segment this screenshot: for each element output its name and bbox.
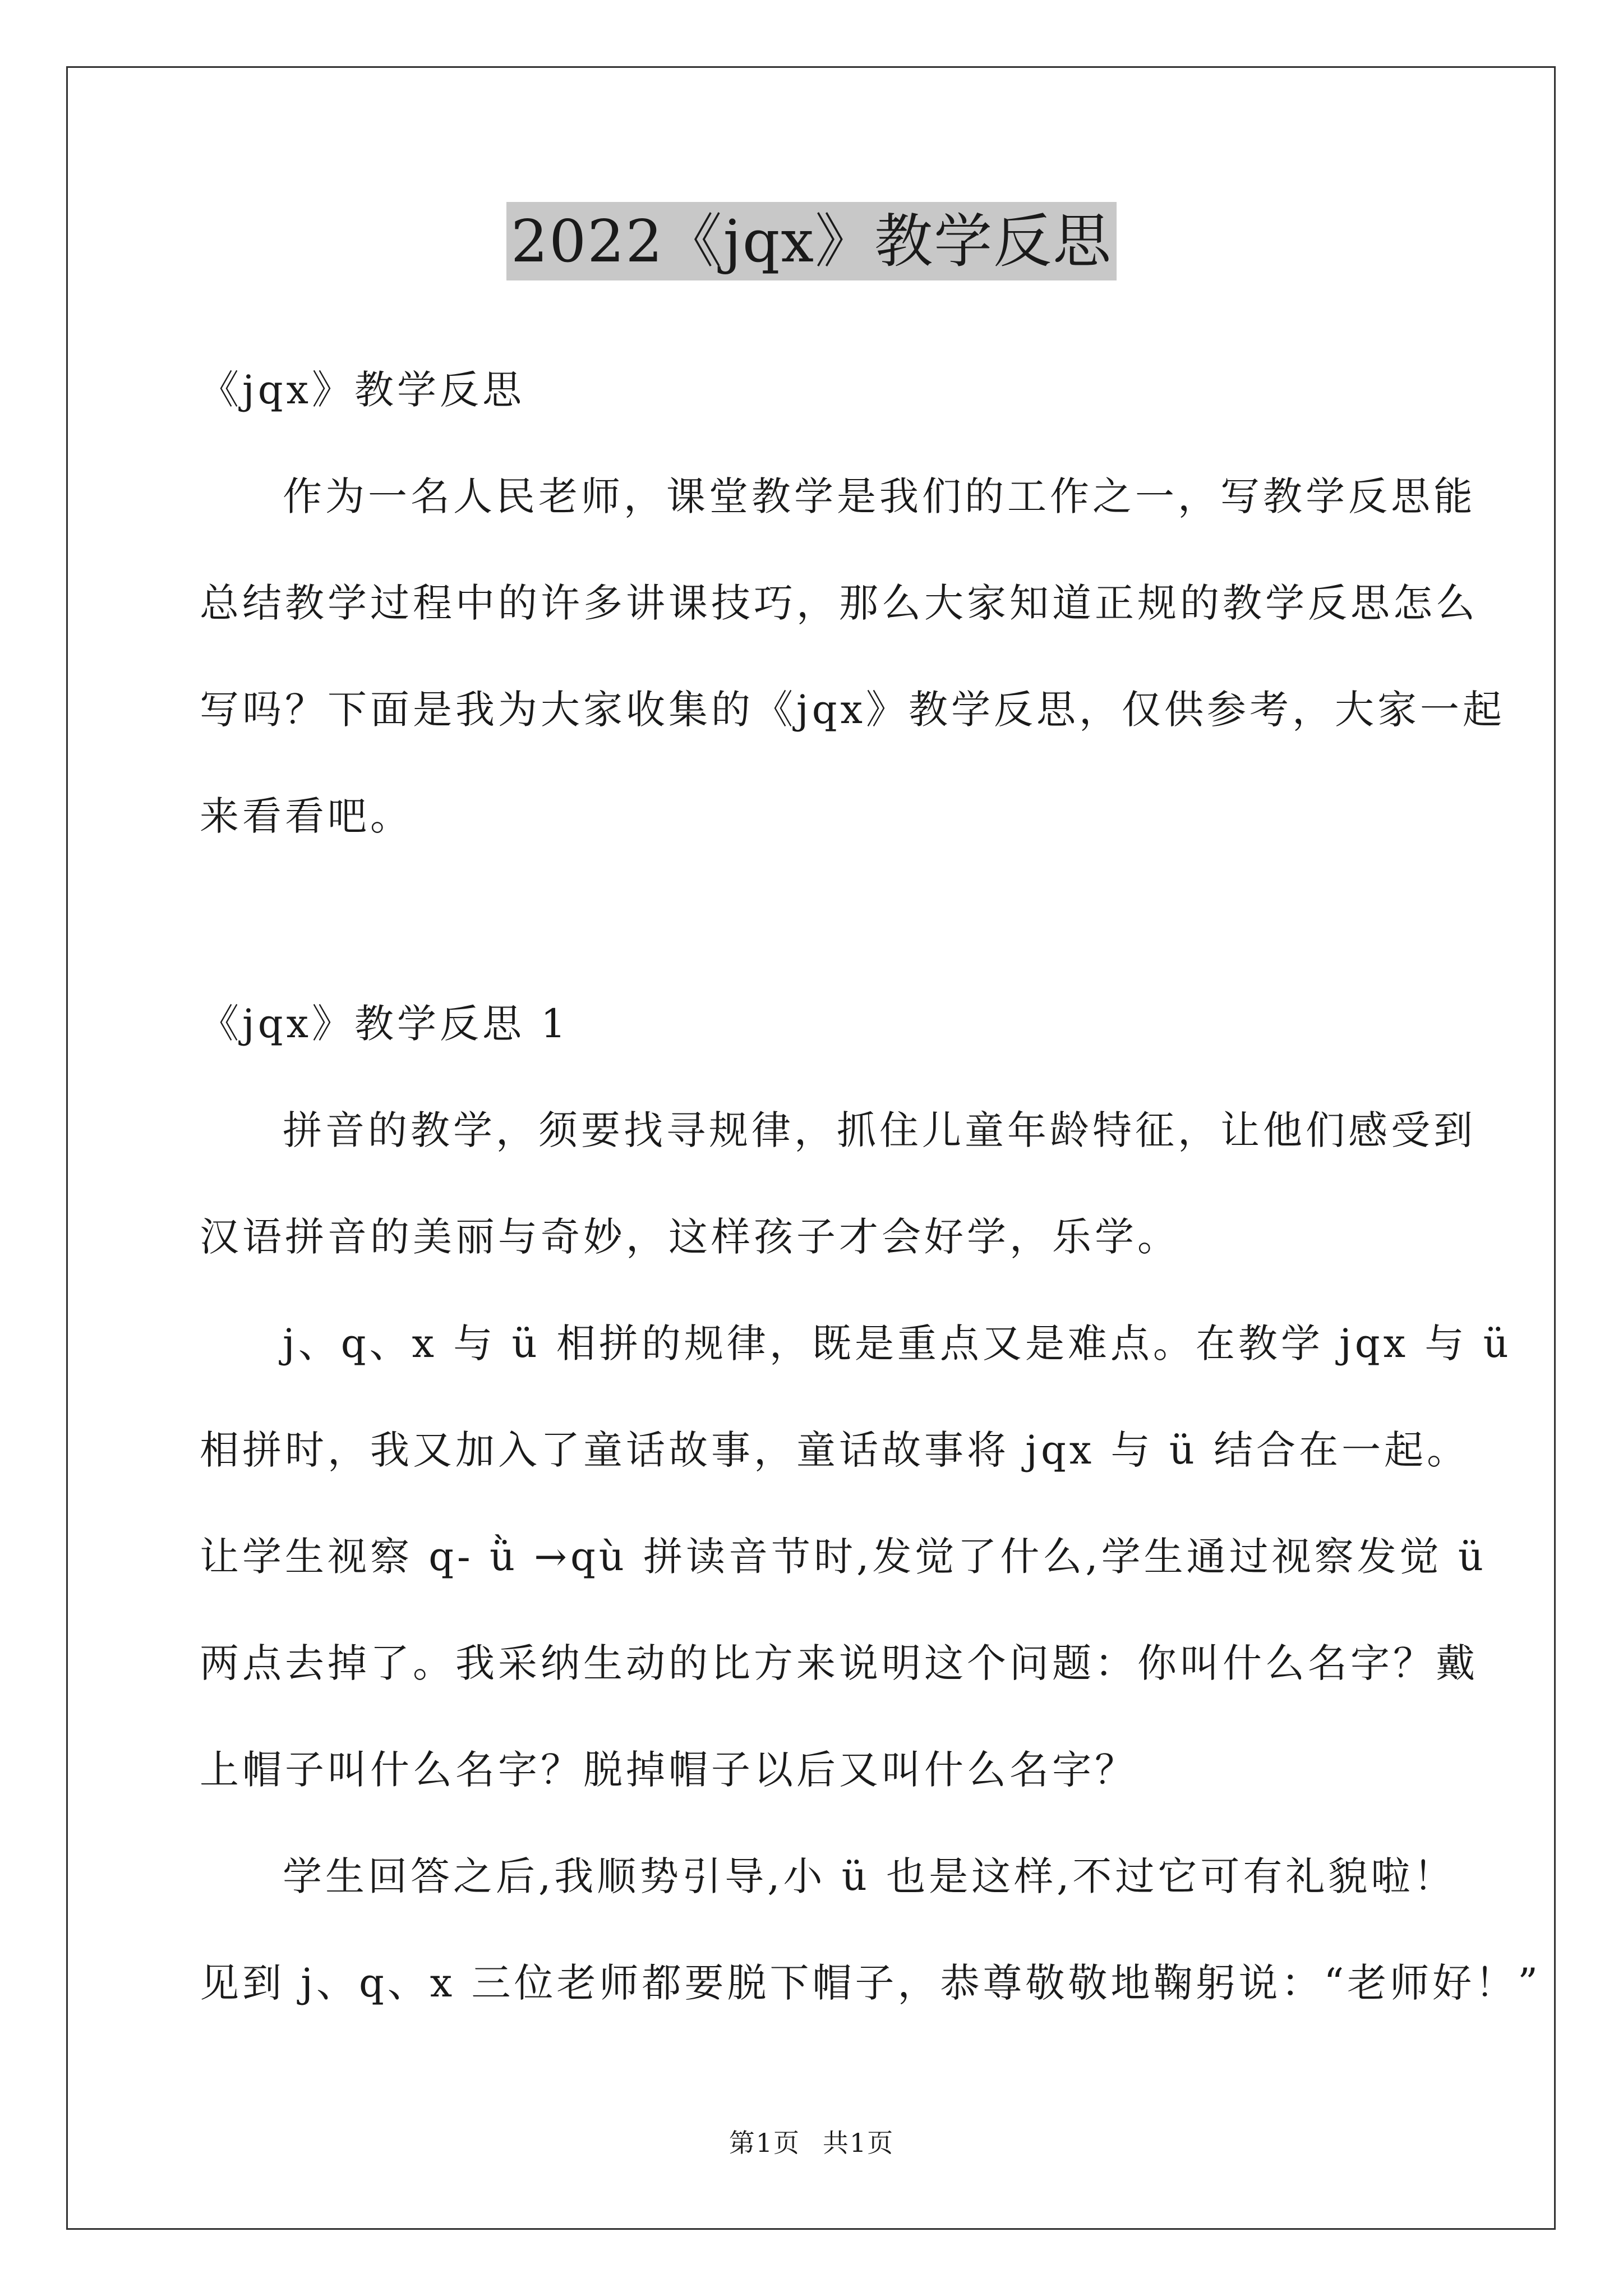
intro-heading: 《jqx》教学反思 <box>200 367 525 413</box>
section-gap <box>200 869 1433 970</box>
document-title: 2022《jqx》教学反思 <box>506 202 1117 280</box>
document-body <box>200 337 1542 2036</box>
intro-line: 写吗？下面是我为大家收集的《jqx》教学反思，仅供参考，大家一起 <box>200 687 1505 733</box>
paragraph-line: 两点去掉了。我采纳生动的比方来说明这个问题：你叫什么名字？戴 <box>200 1640 1478 1686</box>
paragraph-line: 拼音的教学，须要找寻规律，抓住儿童年龄特征，让他们感受到 <box>283 1107 1476 1153</box>
intro-line: 总结教学过程中的许多讲课技巧，那么大家知道正规的教学反思怎么 <box>200 580 1478 626</box>
paragraph-line: 学生回答之后,我顺势引导,小 ü 也是这样,不过它可有礼貌啦！ <box>283 1853 1456 1899</box>
intro-line: 来看看吧。 <box>200 793 413 839</box>
paragraph-line: 上帽子叫什么名字？脱掉帽子以后又叫什么名字？ <box>200 1747 1137 1793</box>
title-container <box>0 202 1623 280</box>
paragraph-line: 汉语拼音的美丽与奇妙，这样孩子才会好学，乐学。 <box>200 1214 1180 1260</box>
paragraph-line: 让学生视察 q- ǜ →qù 拼读音节时,发觉了什么,学生通过视察发觉 ü <box>200 1534 1487 1580</box>
page-number: 第1页 <box>728 2128 800 2158</box>
paragraph-line: j、q、x 与 ü 相拼的规律，既是重点又是难点。在教学 jqx 与 ü <box>283 1320 1512 1366</box>
page-total: 共1页 <box>823 2128 895 2158</box>
section1-heading: 《jqx》教学反思 1 <box>200 1001 569 1047</box>
page-footer <box>0 2126 1623 2160</box>
intro-line: 作为一名人民老师，课堂教学是我们的工作之一，写教学反思能 <box>283 473 1476 519</box>
paragraph-line: 相拼时，我又加入了童话故事，童话故事将 jqx 与 ü 结合在一起。 <box>200 1427 1470 1473</box>
paragraph-line: 见到 j、q、x 三位老师都要脱下帽子，恭尊敬敬地鞠躬说：“老师好！” <box>200 1960 1542 2006</box>
